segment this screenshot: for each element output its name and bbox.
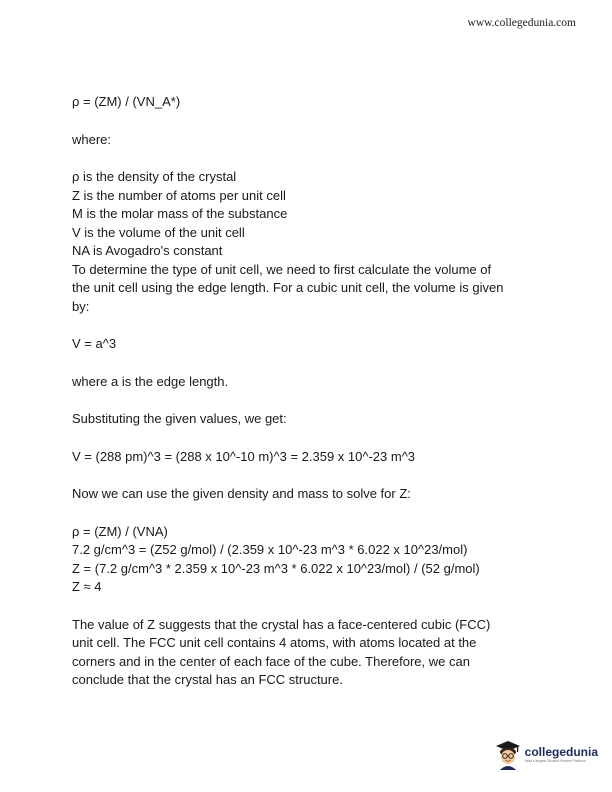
intro-paragraph <box>72 261 550 317</box>
where-label: where: <box>72 131 112 147</box>
student-mascot-icon <box>495 740 521 770</box>
definition-list <box>72 168 550 261</box>
definition-item: ρ is the density of the crystal <box>72 169 237 184</box>
density-formula: ρ = (ZM) / (VN_A*) <box>72 94 181 109</box>
paragraph-line: corners and in the center of each face of the cube. Therefore, we can <box>72 653 470 669</box>
solve-step: ρ = (ZM) / (VNA) <box>72 523 168 539</box>
substituting-text: Substituting the given values, we get: <box>72 411 287 426</box>
collegedunia-logo <box>495 740 598 770</box>
document-body <box>72 93 550 690</box>
solve-step: Z ≈ 4 <box>72 579 102 594</box>
paragraph-line: unit cell. The FCC unit cell contains 4 atoms, with atoms located at the <box>72 635 477 650</box>
logo-name: collegedunia <box>524 745 598 760</box>
edge-note: where a is the edge length. <box>72 373 229 389</box>
definition-item: Z is the number of atoms per unit cell <box>72 187 286 203</box>
site-url: www.collegedunia.com <box>467 17 576 29</box>
volume-formula: V = a^3 <box>72 336 117 351</box>
solve-step: 7.2 g/cm^3 = (Z52 g/mol) / (2.359 x 10^-23 m^3 * 6.022 x 10^23/mol) <box>72 542 468 557</box>
volume-calculation: V = (288 pm)^3 = (288 x 10^-10 m)^3 = 2.359 x 10^-23 m^3 <box>72 448 416 464</box>
definition-item: V is the volume of the unit cell <box>72 224 245 240</box>
solve-step: Z = (7.2 g/cm^3 * 2.359 x 10^-23 m^3 * 6.022 x 10^23/mol) / (52 g/mol) <box>72 560 480 576</box>
definition-item: M is the molar mass of the substance <box>72 206 288 221</box>
paragraph-line: conclude that the crystal has an FCC structure. <box>72 672 343 687</box>
solve-steps <box>72 523 550 597</box>
conclusion-paragraph <box>72 616 550 690</box>
paragraph-line: The value of Z suggests that the crystal has a face-centered cubic (FCC) <box>72 616 491 632</box>
logo-tagline: India's largest Student Review Platform <box>524 759 586 764</box>
paragraph-line: by: <box>72 298 90 314</box>
paragraph-line: the unit cell using the edge length. For a cubic unit cell, the volume is given <box>72 280 504 295</box>
definition-item: NA is Avogadro's constant <box>72 243 223 258</box>
paragraph-line: To determine the type of unit cell, we need to first calculate the volume of <box>72 261 492 277</box>
solve-intro: Now we can use the given density and mass to solve for Z: <box>72 486 411 501</box>
